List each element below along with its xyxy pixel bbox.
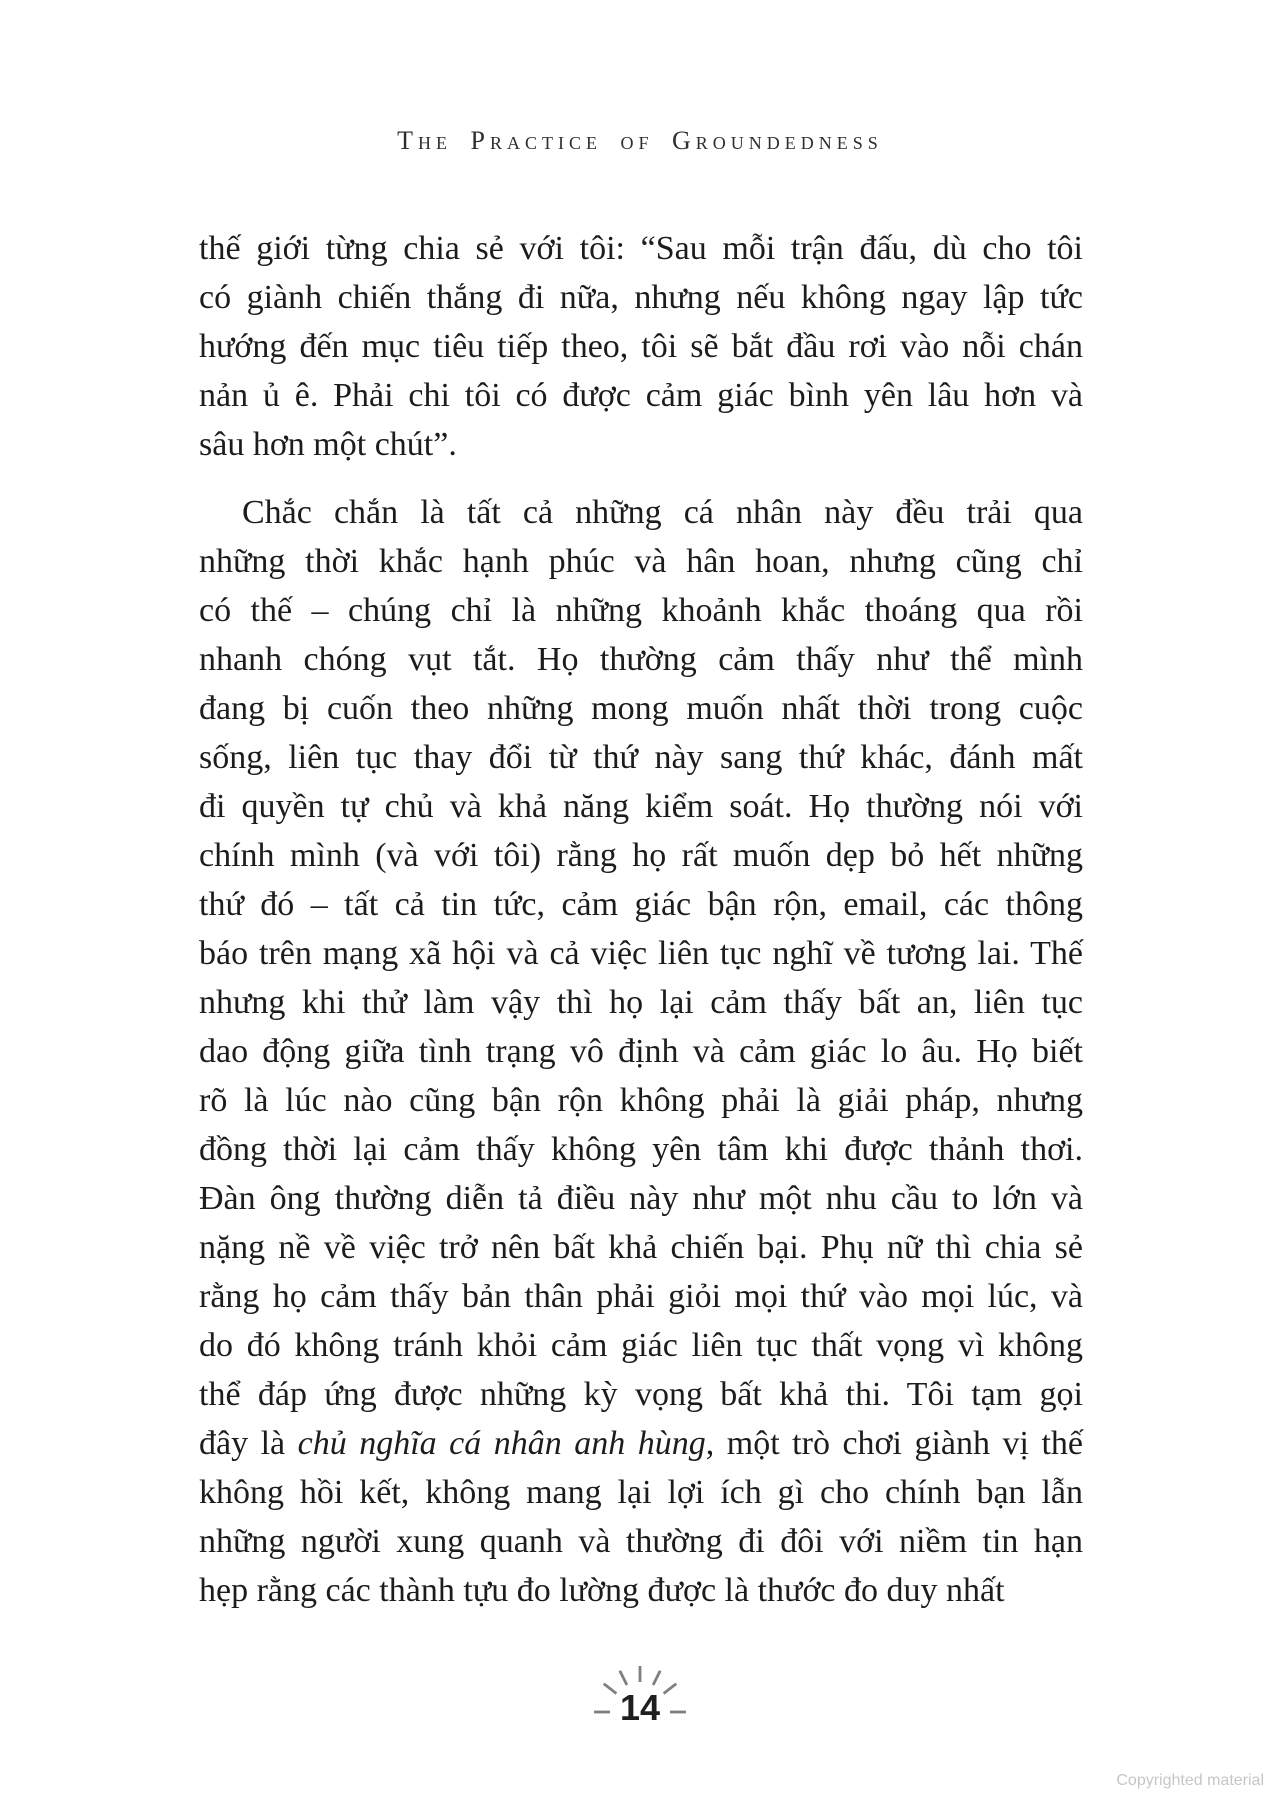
text-line <box>199 1370 1083 1419</box>
text-segment: đi quyền tự chủ và khả năng kiểm soát. Họ thường nói với <box>199 788 1083 825</box>
text-segment: nhanh chóng vụt tắt. Họ thường cảm thấy như thể mình <box>199 641 1083 678</box>
text-line <box>199 1223 1083 1272</box>
text-line <box>199 537 1083 586</box>
text-segment: nhưng khi thử làm vậy thì họ lại cảm thấy bất an, liên tục <box>199 984 1083 1021</box>
body-text <box>199 224 1083 1615</box>
paragraph <box>199 488 1083 1615</box>
text-segment: nản ủ ê. Phải chi tôi có được cảm giác bình yên lâu hơn và <box>199 377 1083 414</box>
text-line <box>199 684 1083 733</box>
running-header: The Practice of Groundedness <box>397 126 883 155</box>
text-line <box>199 273 1083 322</box>
text-line <box>199 880 1083 929</box>
text-segment: đây là <box>199 1425 298 1462</box>
text-segment: dao động giữa tình trạng vô định và cảm giác lo âu. Họ biết <box>199 1033 1083 1070</box>
text-line <box>199 1125 1083 1174</box>
text-segment: , một trò chơi giành vị thế <box>705 1425 1083 1462</box>
text-segment: thế giới từng chia sẻ với tôi: “Sau mỗi trận đấu, dù cho tôi <box>199 230 1083 267</box>
text-line <box>199 1174 1083 1223</box>
text-line <box>199 1566 1083 1615</box>
text-line <box>199 635 1083 684</box>
text-line <box>199 586 1083 635</box>
text-segment: nặng nề về việc trở nên bất khả chiến bại. Phụ nữ thì chia sẻ <box>199 1229 1083 1266</box>
text-line <box>199 978 1083 1027</box>
text-segment: những người xung quanh và thường đi đôi với niềm tin hạn <box>199 1523 1083 1560</box>
text-segment: những thời khắc hạnh phúc và hân hoan, nhưng cũng chỉ <box>199 543 1083 580</box>
text-line <box>199 733 1083 782</box>
text-line <box>199 1419 1083 1468</box>
text-segment: hướng đến mục tiêu tiếp theo, tôi sẽ bắt đầu rơi vào nỗi chán <box>199 328 1083 365</box>
text-segment: không hồi kết, không mang lại lợi ích gì cho chính bạn lẫn <box>199 1474 1083 1511</box>
text-segment: chính mình (và với tôi) rằng họ rất muốn dẹp bỏ hết những <box>199 837 1083 874</box>
text-line <box>199 488 1083 537</box>
text-line <box>199 1321 1083 1370</box>
paragraph <box>199 224 1083 469</box>
text-line <box>199 322 1083 371</box>
text-line <box>199 1517 1083 1566</box>
page-number: 14 <box>619 1687 661 1728</box>
text-line <box>199 1076 1083 1125</box>
text-segment: đồng thời lại cảm thấy không yên tâm khi được thảnh thơi. <box>199 1131 1083 1168</box>
text-segment: có giành chiến thắng đi nữa, nhưng nếu không ngay lập tức <box>199 279 1083 316</box>
text-segment: Đàn ông thường diễn tả điều này như một nhu cầu to lớn và <box>199 1180 1083 1217</box>
text-line <box>199 831 1083 880</box>
italic-text: chủ nghĩa cá nhân anh hùng <box>297 1425 706 1462</box>
text-line <box>199 1272 1083 1321</box>
text-segment: rõ là lúc nào cũng bận rộn không phải là giải pháp, nhưng <box>199 1082 1083 1119</box>
text-line <box>199 224 1083 273</box>
text-segment: hẹp rằng các thành tựu đo lường được là thước đo duy nhất <box>199 1572 1005 1609</box>
text-line <box>199 371 1083 420</box>
text-segment: đang bị cuốn theo những mong muốn nhất thời trong cuộc <box>199 690 1083 727</box>
text-segment: rằng họ cảm thấy bản thân phải giỏi mọi thứ vào mọi lúc, và <box>199 1278 1083 1315</box>
text-segment: Chắc chắn là tất cả những cá nhân này đều trải qua <box>242 494 1083 531</box>
text-segment: thể đáp ứng được những kỳ vọng bất khả thi. Tôi tạm gọi <box>199 1376 1083 1413</box>
copyright-watermark: Copyrighted material <box>1116 1772 1264 1789</box>
text-line <box>199 1027 1083 1076</box>
text-segment: sâu hơn một chút”. <box>199 426 457 463</box>
text-line <box>199 1468 1083 1517</box>
text-line <box>199 782 1083 831</box>
text-segment: báo trên mạng xã hội và cả việc liên tục nghĩ về tương lai. Thế <box>199 935 1083 972</box>
text-segment: thứ đó – tất cả tin tức, cảm giác bận rộn, email, các thông <box>199 886 1083 923</box>
text-line <box>199 420 1083 469</box>
text-segment: do đó không tránh khỏi cảm giác liên tục thất vọng vì không <box>199 1327 1083 1364</box>
text-segment: sống, liên tục thay đổi từ thứ này sang thứ khác, đánh mất <box>199 739 1083 776</box>
text-segment: có thế – chúng chỉ là những khoảnh khắc thoáng qua rồi <box>199 592 1083 629</box>
text-line <box>199 929 1083 978</box>
